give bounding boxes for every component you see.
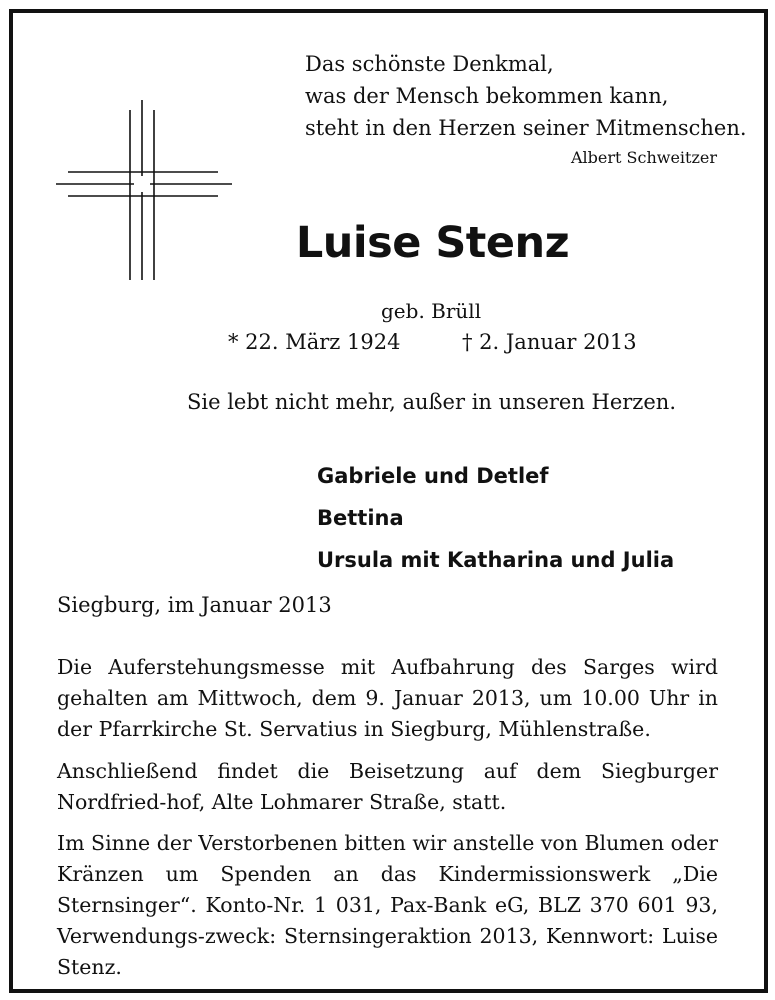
place-date: Siegburg, im Januar 2013: [57, 593, 332, 617]
birth-date: * 22. März 1924: [228, 330, 401, 354]
burial-paragraph: Anschließend findet die Beisetzung auf dem Siegburger Nordfried-hof, Alte Lohmarer Straße, statt.: [57, 759, 718, 814]
family-list: [317, 455, 674, 581]
birth-name: geb. Brüll: [381, 299, 482, 323]
quote-line: steht in den Herzen seiner Mitmenschen.: [305, 116, 747, 140]
quote-author: Albert Schweitzer: [570, 148, 717, 167]
death-date: † 2. Januar 2013: [462, 330, 637, 354]
quote: [305, 48, 747, 144]
donation-paragraph: Im Sinne der Verstorbenen bitten wir anstelle von Blumen oder Kränzen um Spenden an das Kindermissionswerk „Die Sternsinger“. Konto-Nr. 1 031, Pax-Bank eG, BLZ 370 601 93, Verwendungs-zweck: Sternsingeraktion 2013, Kennwort: Luise Stenz.: [57, 831, 718, 979]
quote-line: Das schönste Denkmal,: [305, 52, 554, 76]
deceased-name: Luise Stenz: [295, 218, 570, 268]
motto: Sie lebt nicht mehr, außer in unseren Herzen.: [186, 390, 677, 414]
quote-line: was der Mensch bekommen kann,: [305, 84, 669, 108]
family-member: Bettina: [317, 506, 404, 530]
family-member: Gabriele und Detlef: [317, 464, 549, 488]
family-member: Ursula mit Katharina und Julia: [317, 548, 675, 572]
funeral-mass-paragraph: Die Auferstehungsmesse mit Aufbahrung des Sarges wird gehalten am Mittwoch, dem 9. Januar 2013, um 10.00 Uhr in der Pfarrkirche St. Servatius in Siegburg, Mühlenstraße.: [57, 655, 718, 741]
